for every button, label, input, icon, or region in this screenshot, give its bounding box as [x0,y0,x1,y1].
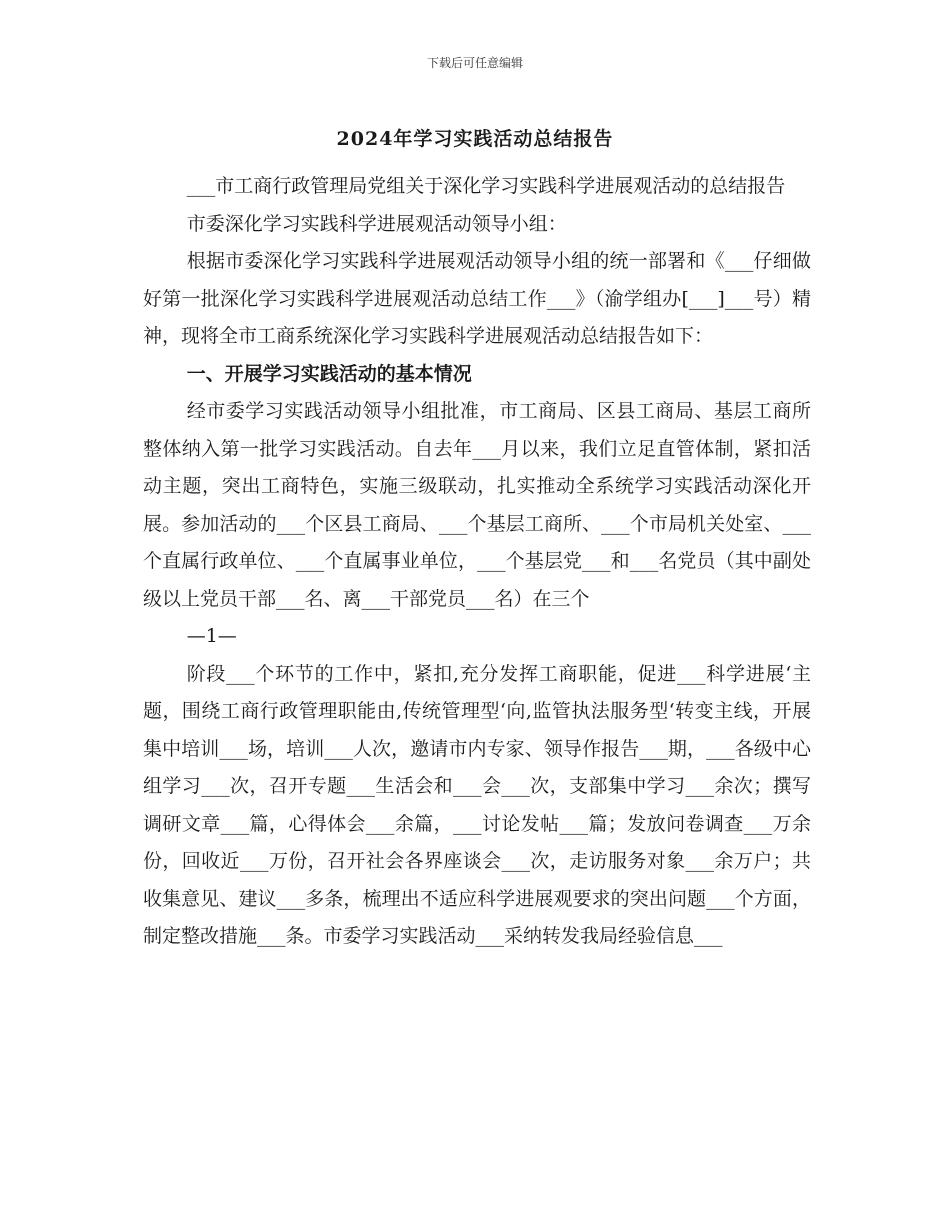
body-paragraph: 经市委学习实践活动领导小组批准，市工商局、区县工商局、基层工商所整体纳入第一批学习实践活动。自去年___月以来，我们立足直管体制，紧扣活动主题，突出工商特色，实施三级联动，扎实推动全系统学习实践活动深化开展。参加活动的___个区县工商局、___个基层工商所、___个市局机关处室、___个直属行政单位、___个直属事业单位，___个基层党___和___名党员（其中副处级以上党员干部___名、离___干部党员___名）在三个 [143,400,811,610]
page-number: —1— [186,625,237,647]
document-body [143,168,811,956]
section-heading: 一、开展学习实践活动的基本情况 [186,362,472,385]
salutation: 市委深化学习实践科学进展观活动领导小组： [186,212,567,235]
document-title: 2024年学习实践活动总结报告 [336,128,614,150]
body-paragraph-continued: 阶段___个环节的工作中，紧扣,充分发挥工商职能，促进___科学进展‘主题，围绕工商行政管理职能由,传统管理型‘向,监管执法服务型‘转变主线，开展集中培训___场，培训___人次，邀请市内专家、领导作报告___期，___各级中心组学习___次，召开专题___生活会和___会___次，支部集中学习___余次；撰写调研文章___篇，心得体会___余篇，___讨论发帖___篇；发放问卷调查___万余份，回收近___万份，召开社会各界座谈会___次，走访服务对象___余万户；共收集意见、建议___多条，梳理出不适应科学进展观要求的突出问题___个方面，制定整改措施___条。市委学习实践活动___采纳转发我局经验信息___ [143,662,811,947]
intro-paragraph: 根据市委深化学习实践科学进展观活动领导小组的统一部署和《___仔细做好第一批深化学习实践科学进展观活动总结工作___》（渝学组办[___]___号）精神，现将全市工商系统深化学习实践科学进展观活动总结报告如下： [143,250,811,347]
report-subtitle: ___市工商行政管理局党组关于深化学习实践科学进展观活动的总结报告 [186,175,786,197]
header-note: 下载后可任意编辑 [426,56,523,70]
